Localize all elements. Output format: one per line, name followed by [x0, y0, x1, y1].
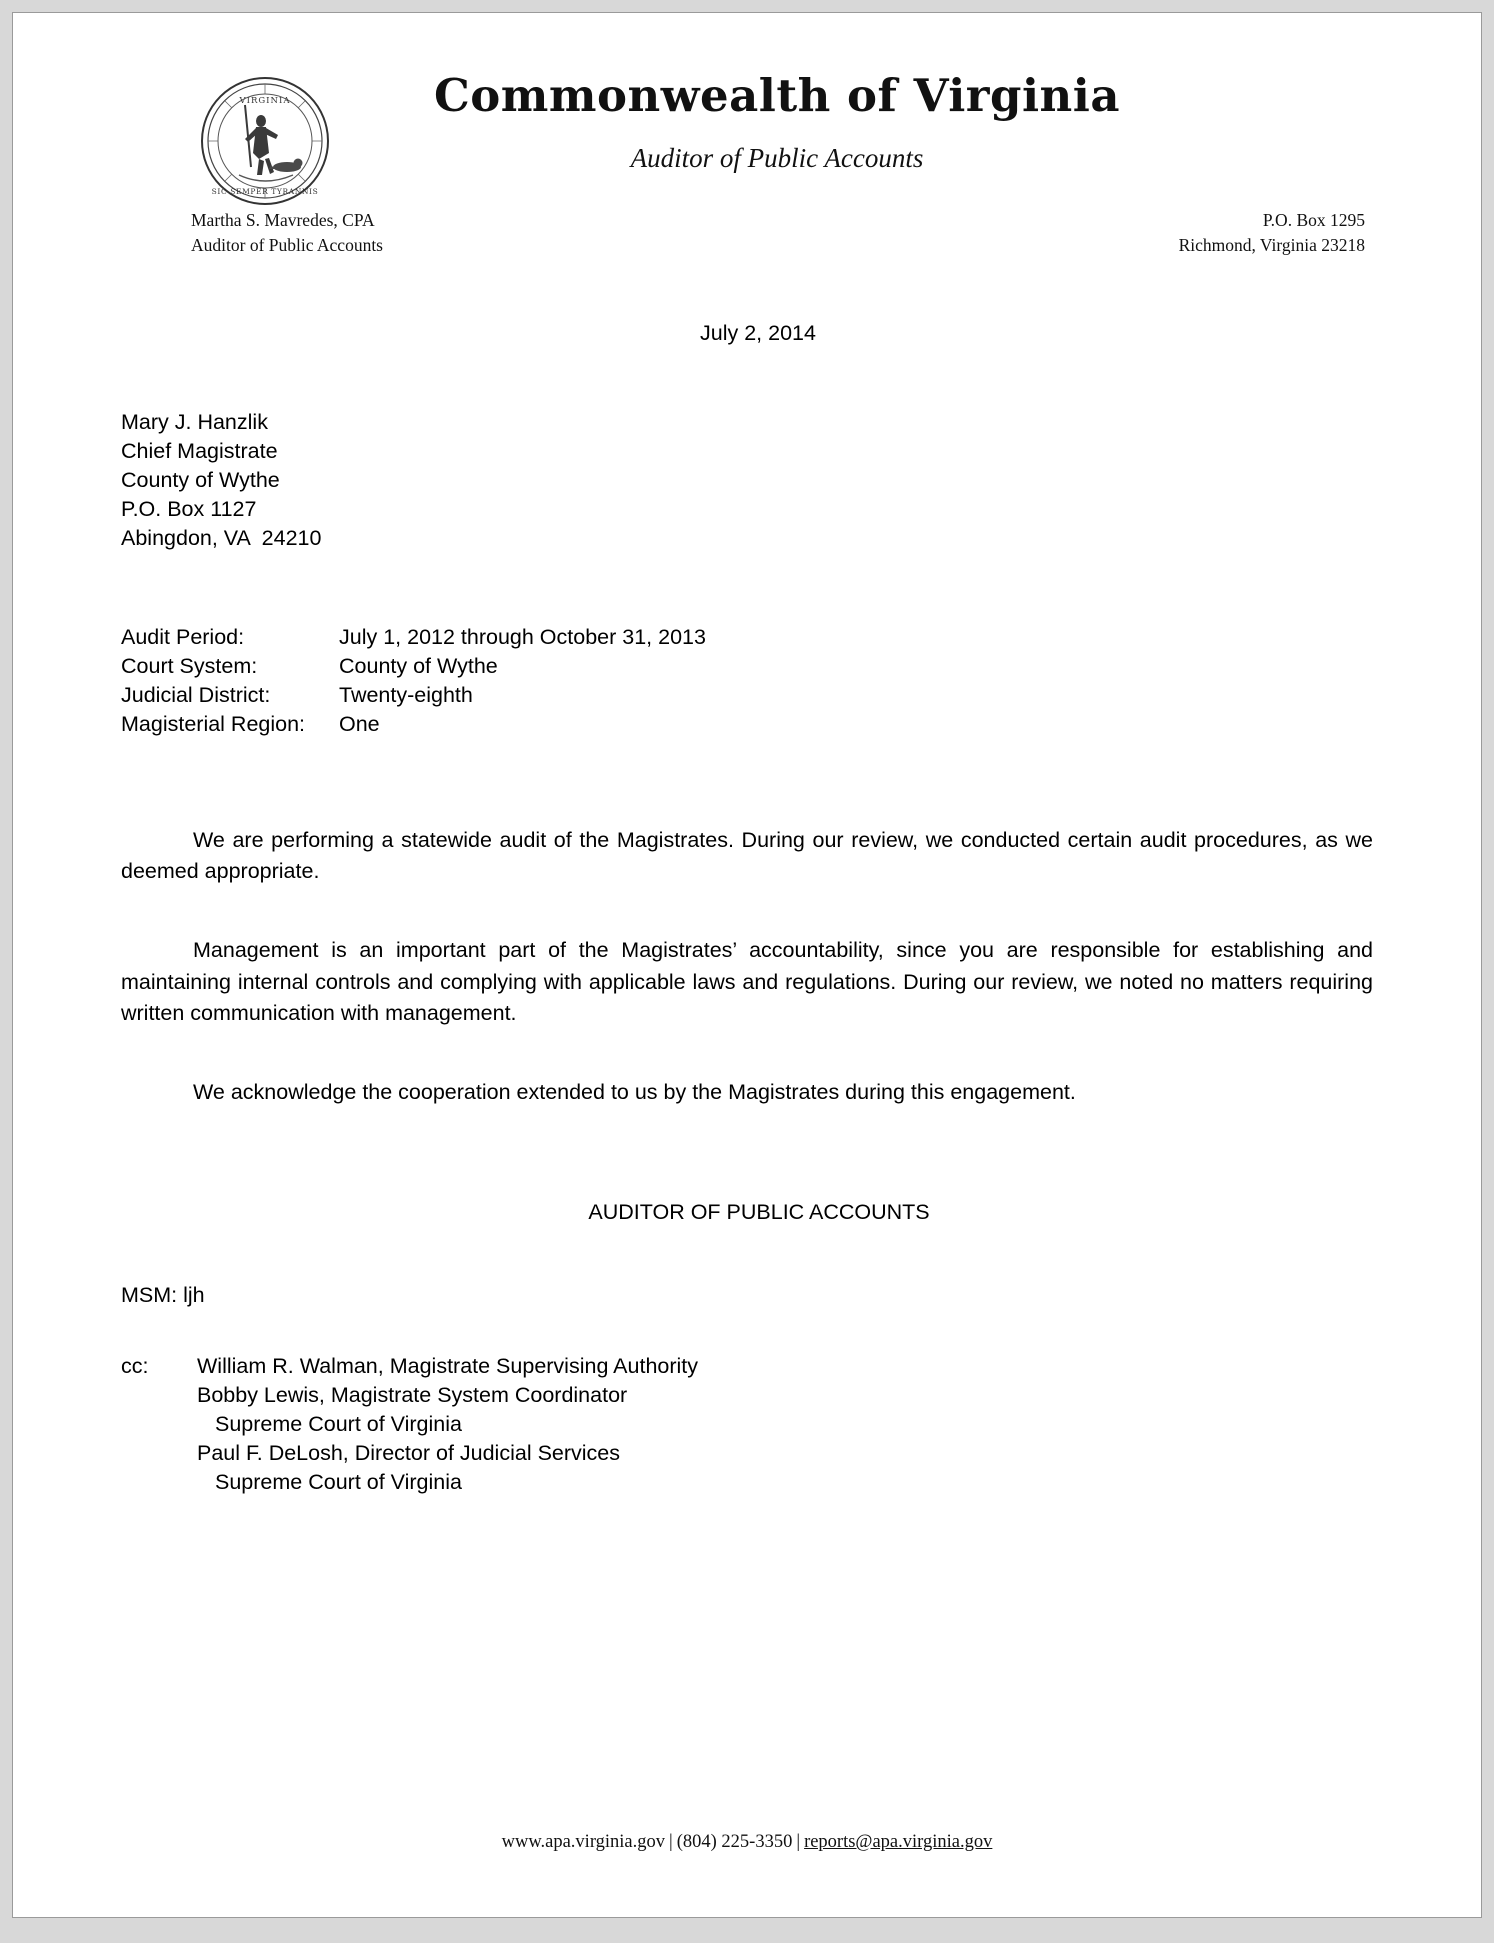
svg-text:VIRGINIA: VIRGINIA: [239, 96, 291, 106]
document-page: [12, 12, 1482, 1918]
office-subtitle: Auditor of Public Accounts: [630, 142, 924, 173]
recipient-organization: County of Wythe: [121, 468, 280, 493]
office-po-box: P.O. Box 1295: [1262, 209, 1365, 230]
footer-website[interactable]: www.apa.virginia.gov: [501, 1832, 666, 1852]
audit-facts: [121, 623, 1373, 739]
fact-value-judicial-district: Twenty-eighth: [339, 683, 473, 708]
paragraph-3: We acknowledge the cooperation extended to us by the Magistrates during this engagement.: [193, 1080, 1076, 1104]
recipient-po-box: P.O. Box 1127: [121, 497, 257, 522]
fact-row: [121, 623, 1373, 652]
footer-separator: |: [796, 1832, 801, 1852]
cc-entry: William R. Walman, Magistrate Supervising Authority: [197, 1354, 699, 1379]
page-content: [13, 13, 1481, 1497]
cc-label: cc:: [121, 1354, 149, 1379]
paragraph-2: Management is an important part of the Magistrates’ accountability, since you are responsible for establishing and maintaining internal controls and complying with applicable laws and regulations. During our review, we noted no matters requiring written communication with management.: [121, 938, 1373, 1025]
commonwealth-title: Commonwealth of Virginia: [433, 69, 1121, 122]
cc-entry: Supreme Court of Virginia: [215, 1412, 462, 1437]
fact-row: [121, 652, 1373, 681]
paragraph-1: We are performing a statewide audit of the Magistrates. During our review, we conducted certain audit procedures, as we deemed appropriate.: [121, 828, 1373, 884]
cc-list: [197, 1352, 1373, 1497]
fact-label-court-system: Court System:: [121, 654, 258, 679]
footer-email-link[interactable]: reports@apa.virginia.gov: [804, 1832, 993, 1852]
letterhead: [121, 13, 1373, 255]
cc-row: [121, 1352, 1373, 1497]
cc-entry: Supreme Court of Virginia: [215, 1470, 462, 1495]
recipient-name: Mary J. Hanzlik: [121, 410, 268, 434]
page-footer: [13, 1832, 1481, 1853]
officer-name: Martha S. Mavredes, CPA: [191, 209, 375, 230]
recipient-city-state-zip: Abingdon, VA 24210: [121, 526, 322, 551]
svg-text:SIC SEMPER TYRANNIS: SIC SEMPER TYRANNIS: [211, 187, 319, 196]
cc-block: [121, 1352, 1373, 1497]
officer-block: [191, 208, 383, 259]
signature-line: AUDITOR OF PUBLIC ACCOUNTS: [588, 1200, 930, 1225]
recipient-title: Chief Magistrate: [121, 439, 278, 464]
fact-label-judicial-district: Judicial District:: [121, 683, 271, 708]
fact-row: [121, 681, 1373, 710]
virginia-state-seal-icon: [199, 75, 331, 207]
letter-date: July 2, 2014: [700, 321, 816, 345]
footer-phone: (804) 225-3350: [676, 1832, 793, 1852]
footer-separator: |: [669, 1832, 673, 1852]
fact-value-court-system: County of Wythe: [339, 654, 498, 679]
recipient-address-block: [121, 408, 1373, 553]
fact-row: [121, 710, 1373, 739]
fact-value-audit-period: July 1, 2012 through October 31, 2013: [339, 625, 706, 650]
office-city-state-zip: Richmond, Virginia 23218: [1178, 234, 1365, 255]
fact-label-magisterial-region: Magisterial Region:: [121, 712, 306, 737]
typist-initials: MSM: ljh: [121, 1283, 205, 1308]
office-address: [1179, 208, 1365, 259]
officer-title: Auditor of Public Accounts: [191, 234, 383, 255]
fact-label-audit-period: Audit Period:: [121, 625, 245, 650]
fact-value-magisterial-region: One: [339, 712, 380, 737]
cc-entry: Paul F. DeLosh, Director of Judicial Services: [197, 1441, 621, 1466]
letterhead-details: [121, 208, 1373, 266]
cc-entry: Bobby Lewis, Magistrate System Coordinator: [197, 1383, 628, 1408]
